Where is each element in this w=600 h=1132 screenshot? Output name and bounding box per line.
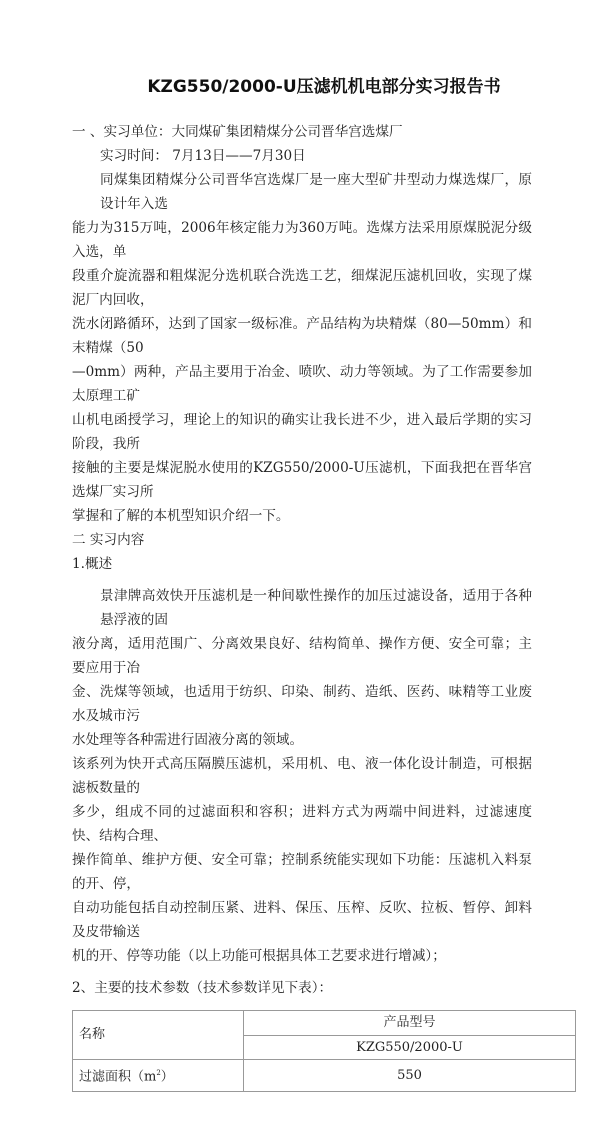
body-line: 液分离，适用范围广、分离效果良好、结构简单、操作方便、安全可靠；主要应用于冶 (72, 636, 532, 676)
name-header: 名称 (73, 1011, 244, 1060)
body-line: 水处理等各种需进行固液分离的领域。 (72, 732, 304, 748)
document-title: KZG550/2000-U压滤机机电部分实习报告书 (147, 77, 501, 97)
body-line: 山机电函授学习，理论上的知识的确实让我长进不少，进入最后学期的实习阶段，我所 (72, 412, 532, 452)
model-header: 产品型号 (244, 1011, 576, 1036)
body-line: 操作简单、维护方便、安全可靠；控制系统能实现如下功能：压滤机入料泵的开、停， (72, 852, 532, 892)
tech-params-table (72, 1010, 576, 1092)
body-line: 自动功能包括自动控制压紧、进料、保压、压榨、反吹、拉板、暂停、卸料及皮带输送 (72, 900, 532, 940)
body-line: 该系列为快开式高压隔膜压滤机，采用机、电、液一体化设计制造，可根据滤板数量的 (72, 756, 532, 796)
body-line: —0mm）两种，产品主要用于冶金、喷吹、动力等领域。为了工作需要参加太原理工矿 (72, 364, 532, 404)
model-value: KZG550/2000-U (244, 1036, 576, 1060)
body-line: 多少，组成不同的过滤面积和容积；进料方式为两端中间进料，过滤速度快、结构合理、 (72, 804, 532, 844)
body-line: 实习时间： 7月13日——7月30日 (100, 148, 306, 164)
body-line: 段重介旋流器和粗煤泥分选机联合洗选工艺，细煤泥压滤机回收，实现了煤泥厂内回收， (72, 268, 532, 308)
body-line: 景津牌高效快开压滤机是一种间歇性操作的加压过滤设备，适用于各种悬浮液的固 (100, 588, 532, 628)
section-heading: 1.概述 (72, 556, 113, 572)
section-heading: 2、主要的技术参数（技术参数详见下表）： (72, 980, 333, 996)
filter-area-label: 过滤面积$(m^2)$ (73, 1060, 244, 1092)
body-line: 金、洗煤等领域，也适用于纺织、印染、制药、造纸、医药、味精等工业废水及城市污 (72, 684, 532, 724)
body-line: 同煤集团精煤分公司晋华宫选煤厂是一座大型矿井型动力煤选煤厂，原设计年入选 (100, 172, 532, 212)
document-body (72, 120, 576, 1000)
section-heading: 二 实习内容 (72, 532, 145, 548)
body-line: 机的开、停等功能（以上功能可根据具体工艺要求进行增减）； (72, 948, 446, 964)
body-line: 能力为315万吨，2006年核定能力为360万吨。选煤方法采用原煤脱泥分级入选，单 (72, 220, 532, 260)
body-line: 接触的主要是煤泥脱水使用的KZG550/2000-U压滤机，下面我把在晋华宫选煤厂实习所 (72, 460, 532, 500)
body-line: 掌握和了解的本机型知识介绍一下。 (72, 508, 290, 524)
body-line: 一 、实习单位：大同煤矿集团精煤分公司晋华宫选煤厂 (72, 124, 403, 140)
body-line: 洗水闭路循环，达到了国家一级标准。产品结构为块精煤（80—50mm）和末精煤（50 (72, 316, 532, 356)
filter-area-value: 550 (244, 1060, 576, 1092)
